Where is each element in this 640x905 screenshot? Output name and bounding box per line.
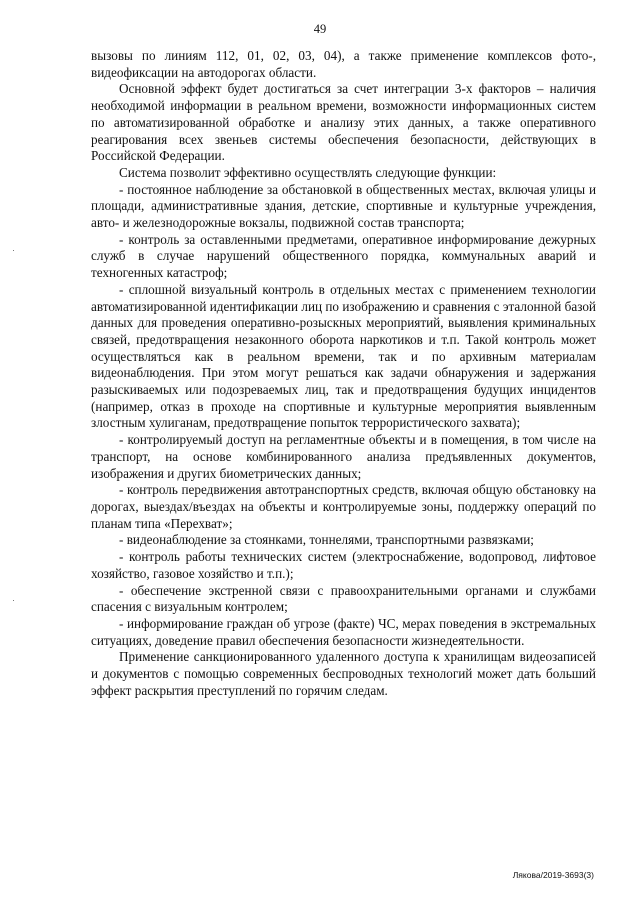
- paragraph-continuation: вызовы по линиям 112, 01, 02, 03, 04), а также применение комплексов фото-, видеофиксации на автодорогах области.: [91, 48, 596, 80]
- list-item-abandoned-objects: - контроль за оставленными предметами, оперативное информирование дежурных служб в случае нарушений общественного порядка, коммунальных аварий и техногенных катастроф;: [91, 231, 596, 281]
- list-item-visual-control: - сплошной визуальный контроль в отдельных местах с применением технологии автоматизированной идентификации лиц по изображению и сравнения с эталонной базой данных для проведения оперативно-розыскных мероприятий, выявления криминальных связей, предотвращения незаконного оборота наркотиков и т.п. Такой контроль может осуществляться как в реальном времени, так и по архивным материалам видеонаблюдения. При этом могут решаться как задачи обнаружения и задержания разыскиваемых или подозреваемых лиц, так и предотвращения будущих инцидентов (например, отказ в проходе на спортивные и культурные мероприятия выявленным злостным хулиганам, предотвращение попыток террористического захвата);: [91, 281, 596, 431]
- page-number: 49: [313, 22, 327, 36]
- paragraph-main-effect: Основной эффект будет достигаться за счет интеграции 3-х факторов – наличия необходимой информации в реальном времени, возможности информационных систем по автоматизированной обработке и анализу этих данных, а также оперативного реагирования всех звеньев системы обеспечения безопасности, действующих в Российской Федерации.: [91, 81, 596, 164]
- document-body: [91, 48, 596, 699]
- list-item-video-surveillance: - видеонаблюдение за стоянками, тоннелями, транспортными развязками;: [119, 532, 534, 548]
- scan-speck: [13, 250, 14, 251]
- list-item-vehicle-control: - контроль передвижения автотранспортных средств, включая общую обстановку на дорогах, выездах/въездах на объекты и контролируемые зоны, поддержку операций по планам типа «Перехват»;: [91, 482, 596, 531]
- list-item-access-control: - контролируемый доступ на регламентные объекты и в помещения, в том числе на транспорт, на основе комбинированного анализа предъявленных документов, изображения и других биометрических данных;: [91, 432, 596, 481]
- list-item-technical-systems: - контроль работы технических систем (электроснабжение, водопровод, лифтовое хозяйство, газовое хозяйство и т.п.);: [91, 549, 596, 581]
- list-item-citizen-informing: - информирование граждан об угрозе (факте) ЧС, мерах поведения в экстремальных ситуациях, доведение правил обеспечения безопасности жизнедеятельности.: [91, 615, 596, 648]
- document-code-footer: Лякова/2019-3693(3): [512, 870, 594, 880]
- list-item-emergency-communication: - обеспечение экстренной связи с правоохранительными органами и службами спасения с визуальным контролем;: [91, 582, 596, 615]
- paragraph-remote-access: Применение санкционированного удаленного доступа к хранилищам видеозаписей и документов с помощью современных беспроводных технологий может дать больший эффект раскрытия преступлений по горячим следам.: [91, 649, 596, 698]
- scan-speck: [13, 600, 14, 601]
- list-item-observation: - постоянное наблюдение за обстановкой в общественных местах, включая улицы и площади, административные здания, детские, спортивные и культурные учреждения, авто- и железнодорожные вокзалы, подвижной состав транспорта;: [91, 181, 596, 231]
- paragraph-functions-intro: Система позволит эффективно осуществлять следующие функции:: [119, 164, 497, 180]
